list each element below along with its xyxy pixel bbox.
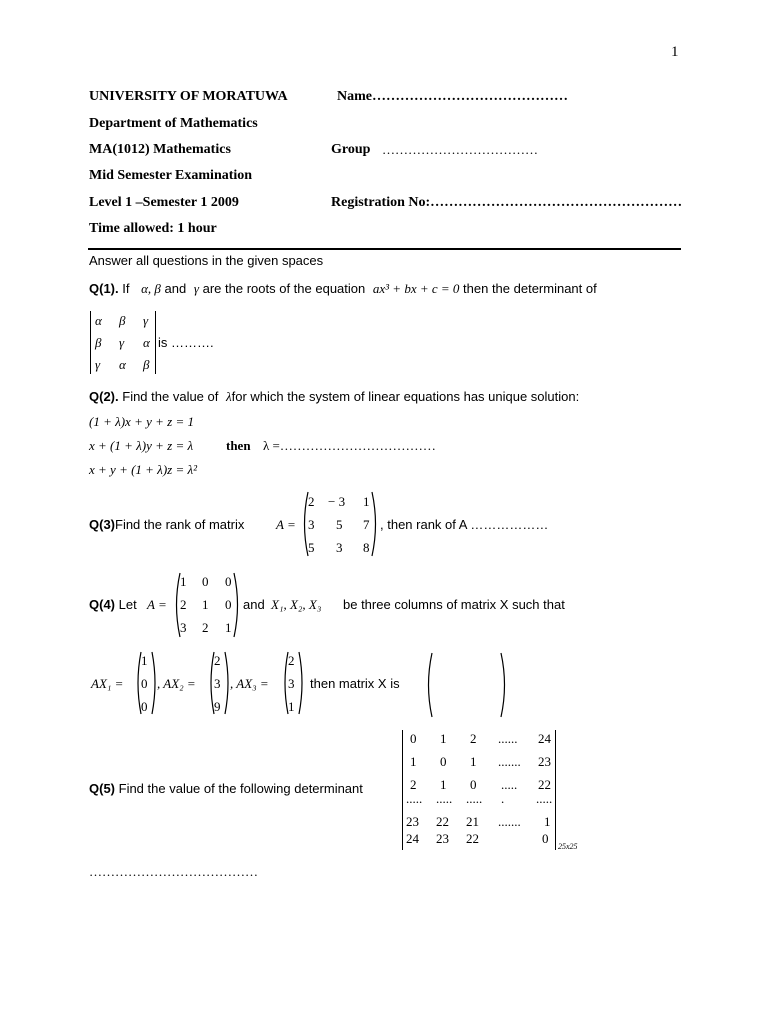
- q4-text-c: be three columns of matrix X such that: [343, 597, 565, 612]
- q4-cell: 2: [202, 620, 209, 635]
- exam-title: Mid Semester Examination: [89, 168, 253, 183]
- header-divider: [88, 248, 681, 250]
- q4-ax2: , AX₂ =: [157, 676, 196, 691]
- q4-matrix: [180, 574, 236, 634]
- q1-text-a: If: [122, 281, 130, 296]
- q5-cell: 1: [440, 731, 447, 746]
- q4-cell: 1: [180, 574, 187, 589]
- q3-cell: 2: [308, 494, 315, 509]
- q1-cell: α: [119, 357, 126, 372]
- q2-answer: λ =………………………………: [263, 438, 436, 453]
- q5-cell: 0: [542, 831, 549, 846]
- q5-answer: …………………………………: [89, 864, 258, 879]
- course-code: MA(1012) Mathematics: [89, 142, 231, 157]
- q1-det-right-bar: [155, 311, 156, 374]
- q1-text-b: and: [164, 281, 187, 296]
- q2-eq1: (1 + λ)x + y + z = 1: [89, 414, 194, 429]
- registration-field: Registration No:………………………………………………: [331, 195, 683, 210]
- q4-v2: [214, 653, 224, 713]
- q5-cell: .....: [406, 791, 423, 806]
- q5-line: [89, 781, 363, 796]
- q5-cell: 2: [470, 731, 477, 746]
- q4-label: Q(4): [89, 597, 115, 612]
- q4-v3-right-paren: [298, 651, 306, 715]
- q4-ax1: AX₁ =: [91, 676, 124, 691]
- q1-text-c: are the roots of the equation: [202, 281, 366, 296]
- q2-label: Q(2).: [89, 389, 119, 404]
- university-name: UNIVERSITY OF MORATUWA: [89, 89, 288, 104]
- q1-cell: β: [95, 335, 102, 350]
- q5-cell: 22: [538, 777, 551, 792]
- q5-cell: 1: [440, 777, 447, 792]
- q4-v1-cell: 1: [141, 653, 148, 668]
- q5-matrix-size: 25x25: [558, 842, 578, 851]
- q1-cell: γ: [119, 335, 125, 350]
- q5-determinant: [406, 731, 556, 849]
- q5-cell: 23: [538, 754, 551, 769]
- q4-v3-cell: 1: [288, 699, 295, 714]
- q5-det-left-bar: [402, 730, 403, 850]
- q5-cell: 0: [440, 754, 447, 769]
- q4-text-a: Let: [118, 597, 137, 612]
- q3-text: Find the rank of matrix: [115, 517, 245, 532]
- q5-cell: 22: [436, 814, 449, 829]
- q3-label: Q(3): [89, 517, 115, 532]
- q4-line-a: [89, 597, 137, 612]
- q4-ax3: , AX₃ =: [230, 676, 269, 691]
- q1-cell: α: [95, 313, 102, 328]
- q5-cell: ......: [498, 731, 518, 746]
- q2-text: Find the value of: [122, 389, 219, 404]
- q5-cell: .....: [436, 791, 453, 806]
- q5-cell: .....: [466, 791, 483, 806]
- q5-label: Q(5): [89, 781, 115, 796]
- q3-cell: 5: [308, 540, 315, 555]
- q4-answer-right-paren: [499, 652, 509, 718]
- instruction: Answer all questions in the given spaces: [89, 253, 324, 268]
- group-label: Group: [331, 142, 371, 157]
- q3-cell: 3: [336, 540, 343, 555]
- q4-v3-cell: 2: [288, 653, 295, 668]
- q5-cell: 0: [470, 777, 477, 792]
- q4-cols: X₁, X₂, X₃: [271, 597, 322, 612]
- q1-cell: α: [143, 335, 150, 350]
- group-dots: ………………………………: [382, 142, 538, 157]
- q5-cell: 1: [410, 754, 417, 769]
- q1-label: Q(1).: [89, 281, 119, 296]
- q1-roots-ab: α, β: [141, 281, 161, 296]
- q1-root-c: γ: [193, 281, 199, 296]
- q5-text: Find the value of the following determinant: [118, 781, 363, 796]
- q4-v2-cell: 3: [214, 676, 221, 691]
- q1-equation: ax³ + bx + c = 0: [372, 281, 460, 296]
- q4-text-b: and: [243, 597, 265, 612]
- q4-v1-cell: 0: [141, 676, 148, 691]
- q4-cell: 3: [180, 620, 187, 635]
- q2-then: then: [226, 438, 251, 453]
- level-semester: Level 1 –Semester 1 2009: [89, 195, 239, 210]
- q3-cell: − 3: [328, 494, 346, 509]
- q4-cell: 1: [225, 620, 232, 635]
- q4-v3: [288, 653, 298, 713]
- q5-cell: 2: [410, 777, 417, 792]
- q4-v1: [141, 653, 151, 713]
- q2-eq3: x + y + (1 + λ)z = λ²: [89, 462, 198, 477]
- q1-cell: γ: [95, 357, 101, 372]
- q4-v1-cell: 0: [141, 699, 148, 714]
- q3-var: A =: [276, 517, 296, 532]
- q5-cell: 24: [406, 831, 419, 846]
- q2-text-b: for which the system of linear equations has unique solution:: [231, 389, 580, 404]
- page-number: 1: [671, 44, 679, 60]
- time-allowed: Time allowed: 1 hour: [89, 221, 217, 236]
- q3-cell: 8: [363, 540, 370, 555]
- q4-v2-cell: 2: [214, 653, 221, 668]
- q4-var: A =: [147, 597, 167, 612]
- q4-cell: 1: [202, 597, 209, 612]
- q1-cell: γ: [143, 313, 149, 328]
- q5-cell: 22: [466, 831, 479, 846]
- q1-cell: β: [119, 313, 126, 328]
- q1-text-d: then the determinant of: [463, 281, 597, 296]
- q1-det-left-bar: [90, 311, 91, 374]
- q5-cell: 1: [470, 754, 477, 769]
- q3-answer: , then rank of A ………………: [380, 517, 549, 532]
- q3-cell: 3: [308, 517, 315, 532]
- q4-cell: 0: [225, 574, 232, 589]
- q5-cell: 0: [410, 731, 417, 746]
- q1-cell: β: [143, 357, 150, 372]
- q5-cell: 21: [466, 814, 479, 829]
- q5-cell: .......: [498, 754, 521, 769]
- q3-cell: 7: [363, 517, 370, 532]
- q5-cell: .: [501, 791, 505, 806]
- q4-answer-left-paren: [424, 652, 434, 718]
- q3-matrix: [308, 494, 372, 554]
- department: Department of Mathematics: [89, 116, 258, 131]
- q3-cell: 5: [336, 517, 343, 532]
- q4-text-d: then matrix X is: [310, 676, 400, 691]
- q5-cell: .......: [498, 814, 521, 829]
- q5-cell: .....: [536, 791, 553, 806]
- q2-lambda: λ: [226, 389, 232, 404]
- q1-answer: is ……….: [158, 335, 214, 350]
- q2-line: [89, 389, 579, 405]
- q2-eq2: x + (1 + λ)y + z = λ: [89, 438, 194, 453]
- q5-cell: 23: [406, 814, 419, 829]
- q4-v2-cell: 9: [214, 699, 221, 714]
- q1-determinant: [95, 313, 155, 373]
- q4-cell: 0: [225, 597, 232, 612]
- q3-line: [89, 517, 244, 532]
- q5-cell: 24: [538, 731, 551, 746]
- q4-v3-cell: 3: [288, 676, 295, 691]
- q4-cell: 0: [202, 574, 209, 589]
- q1-line: [89, 281, 597, 297]
- name-field: Name……………………………………: [337, 89, 568, 104]
- q4-cell: 2: [180, 597, 187, 612]
- q5-cell: 1: [544, 814, 551, 829]
- q3-cell: 1: [363, 494, 370, 509]
- q5-cell: 23: [436, 831, 449, 846]
- q5-cell: .....: [501, 777, 518, 792]
